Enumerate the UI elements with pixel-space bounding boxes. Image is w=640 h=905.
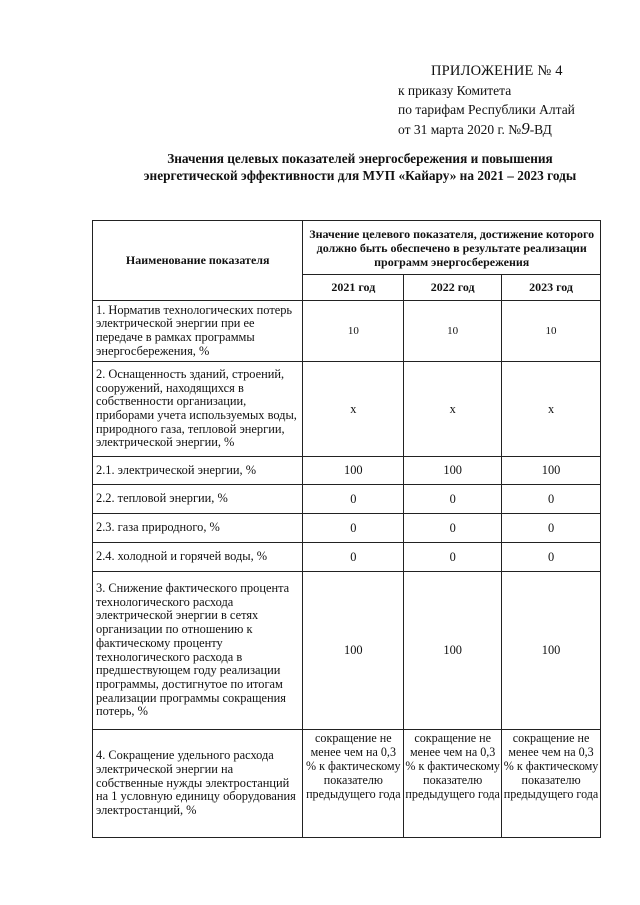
indicator-value-2023: сокращение не менее чем на 0,3 % к фактическому показателю предыдущего года (502, 730, 601, 838)
indicator-value-2021: 100 (303, 457, 404, 485)
order-reference-line-3 (398, 119, 575, 139)
indicator-name: 2. Оснащенность зданий, строений, сооружений, находящихся в собственности организации, приборами учета используемых воды, природного газа, тепловой энергии, электрической энергии, % (93, 362, 303, 457)
indicator-value-2023: 100 (502, 457, 601, 485)
indicator-value-2021: 0 (303, 543, 404, 572)
table-row (93, 457, 601, 485)
indicator-value-2023: 0 (502, 514, 601, 543)
table-row (93, 362, 601, 457)
indicator-value-2021: 100 (303, 572, 404, 730)
year-header-2022: 2022 год (404, 275, 502, 301)
indicator-value-2023: 100 (502, 572, 601, 730)
indicator-name-header: Наименование показателя (93, 221, 303, 301)
indicator-name: 4. Сокращение удельного расхода электрической энергии на собственные нужды электростанций на 1 условную единицу оборудования электростанций, % (93, 730, 303, 838)
indicator-value-2021: 0 (303, 514, 404, 543)
indicator-value-2021: 10 (303, 301, 404, 362)
indicator-value-2021: х (303, 362, 404, 457)
table-row (93, 485, 601, 514)
target-value-header: Значение целевого показателя, достижение которого должно быть обеспечено в результате реализации программ энергосбережения (303, 221, 601, 275)
indicator-value-2022: х (404, 362, 502, 457)
indicator-value-2022: 0 (404, 514, 502, 543)
indicator-value-2022: 0 (404, 485, 502, 514)
indicator-name: 2.1. электрической энергии, % (93, 457, 303, 485)
indicator-value-2022: 0 (404, 543, 502, 572)
indicator-value-2021: сокращение не менее чем на 0,3 % к фактическому показателю предыдущего года (303, 730, 404, 838)
indicators-table (92, 220, 601, 838)
indicator-value-2023: х (502, 362, 601, 457)
document-title: Значения целевых показателей энергосбережения и повышения энергетической эффективности для МУП «Кайару» на 2021 – 2023 годы (143, 151, 577, 183)
appendix-header (398, 62, 575, 139)
year-header-2021: 2021 год (303, 275, 404, 301)
table-header-row (93, 221, 601, 275)
indicator-value-2023: 10 (502, 301, 601, 362)
order-reference-line-2: по тарифам Республики Алтай (398, 102, 575, 117)
table-row (93, 514, 601, 543)
appendix-title: ПРИЛОЖЕНИЕ № 4 (431, 63, 563, 79)
order-reference-line-1: к приказу Комитета (398, 83, 512, 98)
indicator-value-2022: 100 (404, 572, 502, 730)
table-row (93, 543, 601, 572)
table-row (93, 572, 601, 730)
indicator-name: 2.4. холодной и горячей воды, % (93, 543, 303, 572)
handwritten-order-number: 9 (521, 119, 530, 138)
indicator-name: 2.2. тепловой энергии, % (93, 485, 303, 514)
table-row (93, 730, 601, 838)
indicator-value-2022: 100 (404, 457, 502, 485)
indicator-value-2022: сокращение не менее чем на 0,3 % к фактическому показателю предыдущего года (404, 730, 502, 838)
indicator-value-2021: 0 (303, 485, 404, 514)
order-suffix: -ВД (529, 122, 552, 137)
table-row (93, 301, 601, 362)
indicator-value-2023: 0 (502, 543, 601, 572)
indicator-name: 3. Снижение фактического процента технологического расхода электрической энергии в сетях организации по отношению к фактическому проценту технологического расхода в предшествующем году реализации программы, достигнутое по итогам реализации программы сокращения потерь, % (93, 572, 303, 730)
indicator-name: 1. Норматив технологических потерь электрической энергии при ее передаче в рамках программы энергосбережения, % (93, 301, 303, 362)
order-date-number: от 31 марта 2020 г. № (398, 122, 522, 137)
indicator-value-2022: 10 (404, 301, 502, 362)
year-header-2023: 2023 год (502, 275, 601, 301)
indicator-name: 2.3. газа природного, % (93, 514, 303, 543)
indicator-value-2023: 0 (502, 485, 601, 514)
